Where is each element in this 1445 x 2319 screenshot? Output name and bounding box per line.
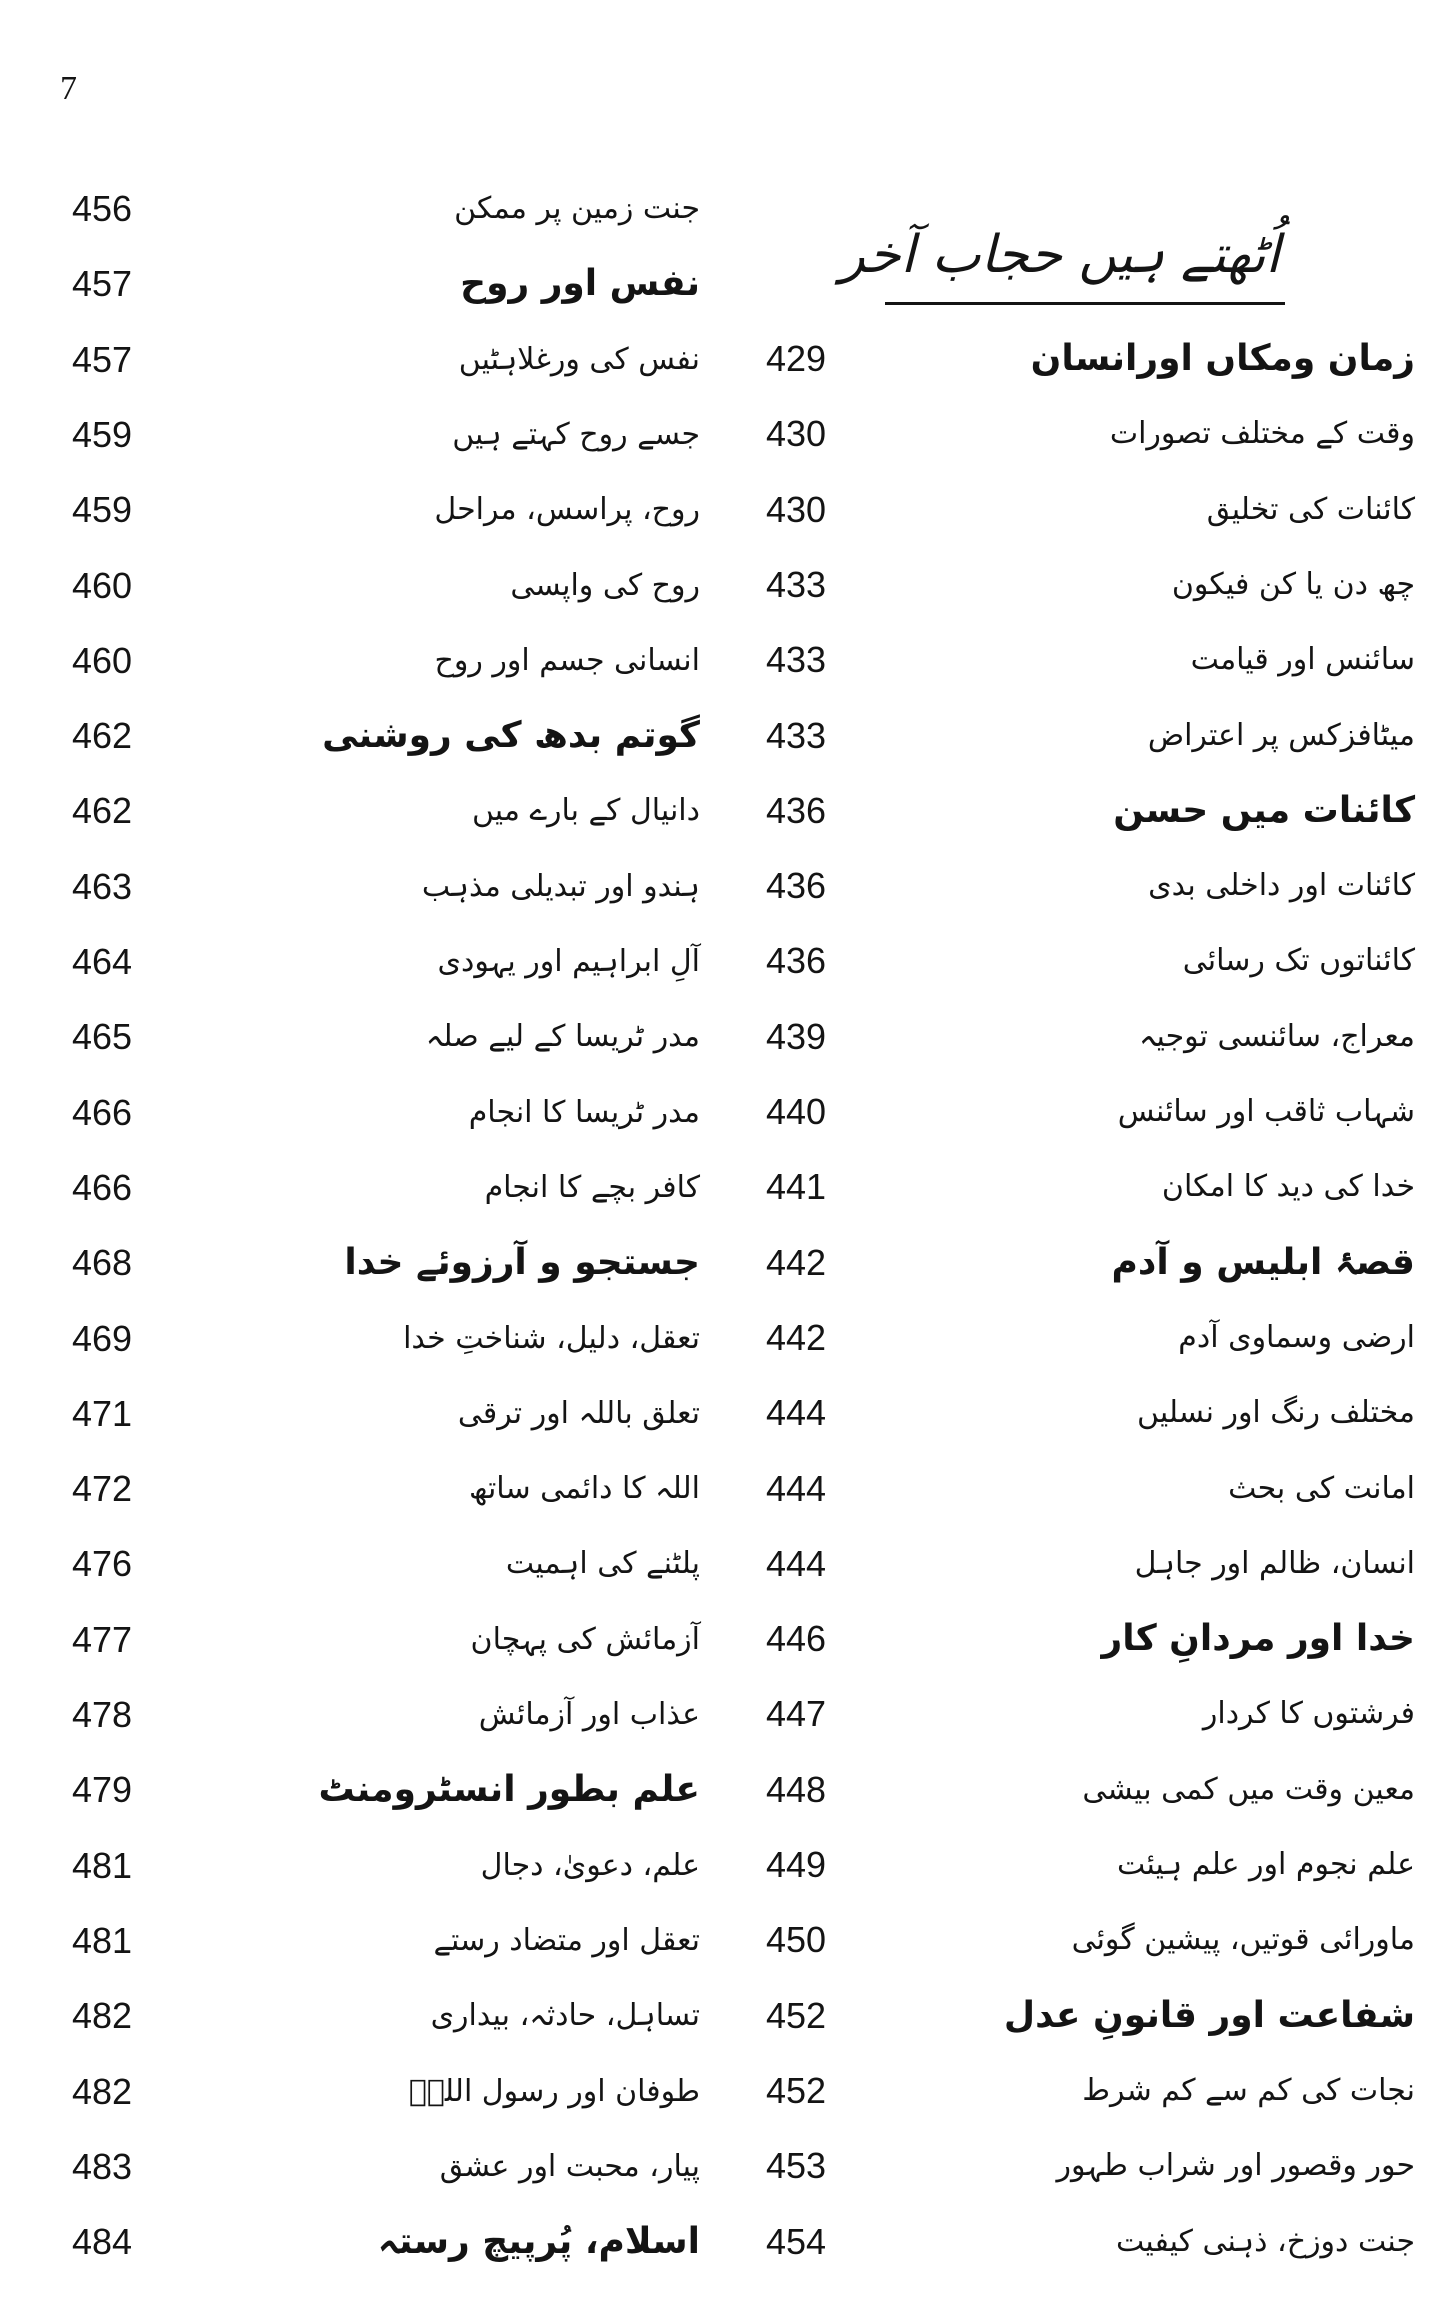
- toc-page-number: 444: [766, 1542, 827, 1584]
- toc-page-number: 442: [766, 1241, 827, 1283]
- toc-entry: [0, 2130, 720, 2204]
- toc-page-number: 460: [72, 639, 133, 681]
- toc-page-number: 448: [766, 1768, 827, 1810]
- toc-left-column: [0, 0, 720, 2319]
- toc-entry-title: نجات کی کم سے کم شرط: [1082, 2072, 1415, 2108]
- toc-entry: [0, 1979, 720, 2053]
- toc-entry-title: قصۂ ابلیس و آدم: [1111, 1241, 1415, 1283]
- toc-entry-title: زمان ومکاں اورانسان: [1030, 338, 1415, 379]
- toc-entry-title: نفس کی ورغلاہٹیں: [458, 341, 700, 377]
- toc-entry-title: تعقل، دلیل، شناختِ خدا: [403, 1320, 700, 1356]
- toc-entry: [720, 2205, 1445, 2279]
- book-title: اُٹھتے ہیں حجاب آخر: [839, 225, 1280, 285]
- toc-section-heading: [0, 1226, 720, 1300]
- toc-entry: [0, 549, 720, 623]
- toc-entry-title: معراج، سائنسی توجیہ: [1138, 1018, 1415, 1054]
- toc-page-number: 436: [766, 789, 827, 831]
- toc-page-number: 478: [72, 1694, 133, 1735]
- toc-entry: [0, 1000, 720, 1074]
- toc-entry-title: کائناتوں تک رسائی: [1182, 943, 1415, 979]
- toc-entry: [0, 1527, 720, 1601]
- toc-section-heading: [720, 774, 1445, 848]
- toc-entry-title: اسلام، پُرپیچ رستہ: [377, 2221, 700, 2263]
- toc-entry: [720, 397, 1445, 471]
- toc-page-number: 430: [766, 488, 827, 530]
- toc-page-number: 457: [72, 338, 133, 380]
- toc-entry: [720, 849, 1445, 923]
- toc-page-number: 476: [72, 1543, 133, 1585]
- toc-page-number: 436: [766, 940, 827, 982]
- toc-section-heading: [0, 247, 720, 321]
- toc-page-number: 454: [766, 2220, 827, 2262]
- toc-entry: [720, 699, 1445, 773]
- toc-right-column: [720, 0, 1445, 2319]
- toc-page-number: 463: [72, 865, 133, 907]
- toc-page-number: 459: [72, 489, 133, 531]
- toc-entry-title: میٹافزکس پر اعتراض: [1147, 717, 1415, 753]
- toc-entry-title: مختلف رنگ اور نسلیں: [1136, 1395, 1415, 1431]
- toc-entry: [720, 1677, 1445, 1751]
- toc-entry: [720, 924, 1445, 998]
- toc-entry: [0, 1452, 720, 1526]
- toc-page-number: 446: [766, 1618, 827, 1660]
- toc-page-number: 439: [766, 1015, 827, 1057]
- toc-entry: [0, 1377, 720, 1451]
- toc-entry-title: روح کی واپسی: [510, 567, 700, 603]
- toc-page-number: 472: [72, 1468, 133, 1510]
- toc-entry-title: علم، دعویٰ، دجال: [480, 1847, 700, 1883]
- toc-entry: [0, 1603, 720, 1677]
- toc-section-heading: [720, 1602, 1445, 1676]
- toc-entry-title: دانیال کے بارے میں: [471, 793, 700, 829]
- toc-page-number: 440: [766, 1091, 827, 1132]
- toc-entry-title: پلٹنے کی اہمیت: [505, 1546, 700, 1582]
- toc-section-heading: [720, 1226, 1445, 1300]
- toc-page-number: 450: [766, 1919, 827, 1961]
- toc-entry-title: انسانی جسم اور روح: [434, 642, 700, 678]
- toc-entry-title: آلِ ابراہیم اور یہودی: [437, 944, 700, 979]
- toc-entry: [720, 548, 1445, 622]
- toc-entry-title: تساہل، حادثہ، بیداری: [430, 1998, 700, 2034]
- toc-entry-title: عذاب اور آزمائش: [478, 1697, 700, 1732]
- toc-entry: [0, 1302, 720, 1376]
- toc-page-number: 433: [766, 639, 827, 681]
- toc-page-number: 444: [766, 1392, 827, 1434]
- toc-page-number: 482: [72, 2070, 133, 2112]
- toc-entry: [720, 1527, 1445, 1601]
- toc-entry-title: انسان، ظالم اور جاہل: [1134, 1545, 1415, 1581]
- toc-entry-title: شفاعت اور قانونِ عدل: [1003, 1994, 1415, 2036]
- toc-entry-title: کائنات کی تخلیق: [1206, 491, 1415, 527]
- toc-entry-title: سائنس اور قیامت: [1190, 642, 1415, 678]
- toc-entry-title: علم نجوم اور علم ہیئت: [1117, 1847, 1415, 1882]
- toc-entry-title: ارضی وسماوی آدم: [1178, 1319, 1415, 1355]
- toc-entry-title: اللہ کا دائمی ساتھ: [469, 1471, 700, 1507]
- toc-page-number: 482: [72, 1995, 133, 2037]
- toc-page-number: 447: [766, 1693, 827, 1735]
- toc-entry-title: وقت کے مختلف تصورات: [1109, 416, 1415, 452]
- toc-entry-title: چھ دن یا کن فیکون: [1171, 566, 1415, 602]
- toc-entry: [0, 1151, 720, 1225]
- toc-page-number: 459: [72, 413, 133, 455]
- toc-entry: [0, 172, 720, 246]
- toc-entry: [0, 774, 720, 848]
- toc-page-number: 430: [766, 413, 827, 455]
- toc-entry-title: امانت کی بحث: [1228, 1470, 1415, 1506]
- toc-entry: [0, 398, 720, 472]
- page-number: 7: [60, 70, 77, 107]
- toc-page-number: 465: [72, 1016, 133, 1058]
- toc-entry-title: مدر ٹریسا کے لیے صلہ: [425, 1019, 700, 1055]
- toc-section-heading: [720, 1979, 1445, 2053]
- toc-page-number: 462: [72, 715, 133, 757]
- toc-entry-title: جسے روح کہتے ہیں: [452, 416, 700, 452]
- toc-entry-title: طوفان اور رسول اللہؐ: [408, 2073, 700, 2109]
- toc-entry: [720, 1075, 1445, 1149]
- toc-entry: [0, 323, 720, 397]
- toc-page-number: 429: [766, 338, 827, 379]
- toc-entry: [0, 1076, 720, 1150]
- toc-entry-title: آزمائش کی پہچان: [470, 1621, 700, 1657]
- toc-page-number: 442: [766, 1316, 827, 1358]
- toc-page-number: 481: [72, 1919, 133, 1961]
- toc-page-number: 441: [766, 1166, 827, 1208]
- toc-page-number: 466: [72, 1166, 133, 1208]
- toc-entry-title: فرشتوں کا کردار: [1202, 1696, 1415, 1732]
- toc-entry: [0, 1678, 720, 1752]
- toc-entry: [720, 1376, 1445, 1450]
- toc-entry-title: تعلق باللہ اور ترقی: [457, 1395, 700, 1431]
- toc-entry-title: تعقل اور متضاد رستے: [433, 1922, 700, 1958]
- toc-entry: [720, 1903, 1445, 1977]
- toc-entry-title: جستجو و آرزوئے خدا: [344, 1242, 700, 1284]
- toc-entry: [720, 1000, 1445, 1074]
- toc-section-heading: [0, 2205, 720, 2279]
- toc-entry-title: علم بطور انسٹرومنٹ: [318, 1769, 700, 1811]
- toc-entry-title: حور وقصور اور شراب طہور: [1056, 2148, 1415, 2184]
- toc-page-number: 433: [766, 563, 827, 605]
- toc-entry-title: کائنات میں حسن: [1113, 789, 1415, 831]
- toc-entry: [0, 2055, 720, 2129]
- toc-entry: [0, 850, 720, 924]
- toc-entry-title: کافر بچے کا انجام: [484, 1169, 700, 1205]
- toc-page-number: 484: [72, 2221, 133, 2263]
- toc-page-number: 477: [72, 1618, 133, 1660]
- toc-entry-title: ہندو اور تبدیلی مذہب: [421, 868, 700, 904]
- toc-page-number: 466: [72, 1091, 133, 1133]
- toc-page-number: 483: [72, 2145, 133, 2187]
- toc-entry-title: خدا کی دید کا امکان: [1161, 1169, 1415, 1205]
- toc-entry-title: جنت زمین پر ممکن: [454, 191, 700, 226]
- toc-page-number: 433: [766, 714, 827, 756]
- toc-page-number: 481: [72, 1844, 133, 1886]
- toc-entry: [0, 1904, 720, 1978]
- toc-page-number: 452: [766, 2069, 827, 2111]
- toc-entry-title: نفس اور روح: [460, 263, 700, 305]
- toc-entry: [720, 623, 1445, 697]
- toc-page-number: 452: [766, 1994, 827, 2036]
- toc-entry: [720, 473, 1445, 547]
- toc-entry: [720, 1753, 1445, 1827]
- toc-entry: [0, 925, 720, 999]
- toc-page-number: 460: [72, 564, 133, 606]
- toc-page-number: 471: [72, 1392, 133, 1434]
- toc-entry-title: گوتم بدھ کی روشنی: [322, 715, 700, 757]
- toc-entry-title: پیار، محبت اور عشق: [439, 2148, 700, 2184]
- toc-page-number: 468: [72, 1242, 133, 1284]
- toc-section-heading: [0, 1753, 720, 1827]
- toc-entry-title: شہاب ثاقب اور سائنس: [1117, 1094, 1415, 1129]
- toc-page-number: 464: [72, 941, 133, 982]
- toc-entry-title: روح، پراسس، مراحل: [434, 492, 700, 528]
- toc-entry: [720, 1452, 1445, 1526]
- toc-entry: [720, 2054, 1445, 2128]
- toc-page-number: 436: [766, 865, 827, 907]
- toc-entry-title: جنت دوزخ، ذہنی کیفیت: [1115, 2223, 1415, 2259]
- toc-page-number: 456: [72, 188, 133, 229]
- toc-entry: [0, 473, 720, 547]
- toc-entry: [720, 1301, 1445, 1375]
- toc-page-number: 469: [72, 1317, 133, 1359]
- toc-entry: [720, 2129, 1445, 2203]
- toc-entry-title: معین وقت میں کمی بیشی: [1082, 1771, 1415, 1807]
- toc-entry-title: خدا اور مردانِ کار: [1101, 1618, 1415, 1660]
- toc-page-number: 449: [766, 1844, 827, 1885]
- toc-section-heading: [720, 322, 1445, 396]
- toc-page-number: 457: [72, 263, 133, 305]
- toc-entry-title: مدر ٹریسا کا انجام: [468, 1094, 700, 1130]
- toc-entry-title: ماورائی قوتیں، پیشین گوئی: [1071, 1922, 1415, 1958]
- toc-section-heading: [0, 699, 720, 773]
- toc-entry: [720, 1150, 1445, 1224]
- toc-entry: [720, 1828, 1445, 1902]
- toc-page-number: 462: [72, 790, 133, 832]
- toc-entry: [0, 1829, 720, 1903]
- toc-entry-title: کائنات اور داخلی بدی: [1148, 868, 1415, 904]
- toc-page-number: 444: [766, 1467, 827, 1509]
- toc-entry: [0, 624, 720, 698]
- toc-page-number: 453: [766, 2145, 827, 2187]
- toc-page-number: 479: [72, 1769, 133, 1811]
